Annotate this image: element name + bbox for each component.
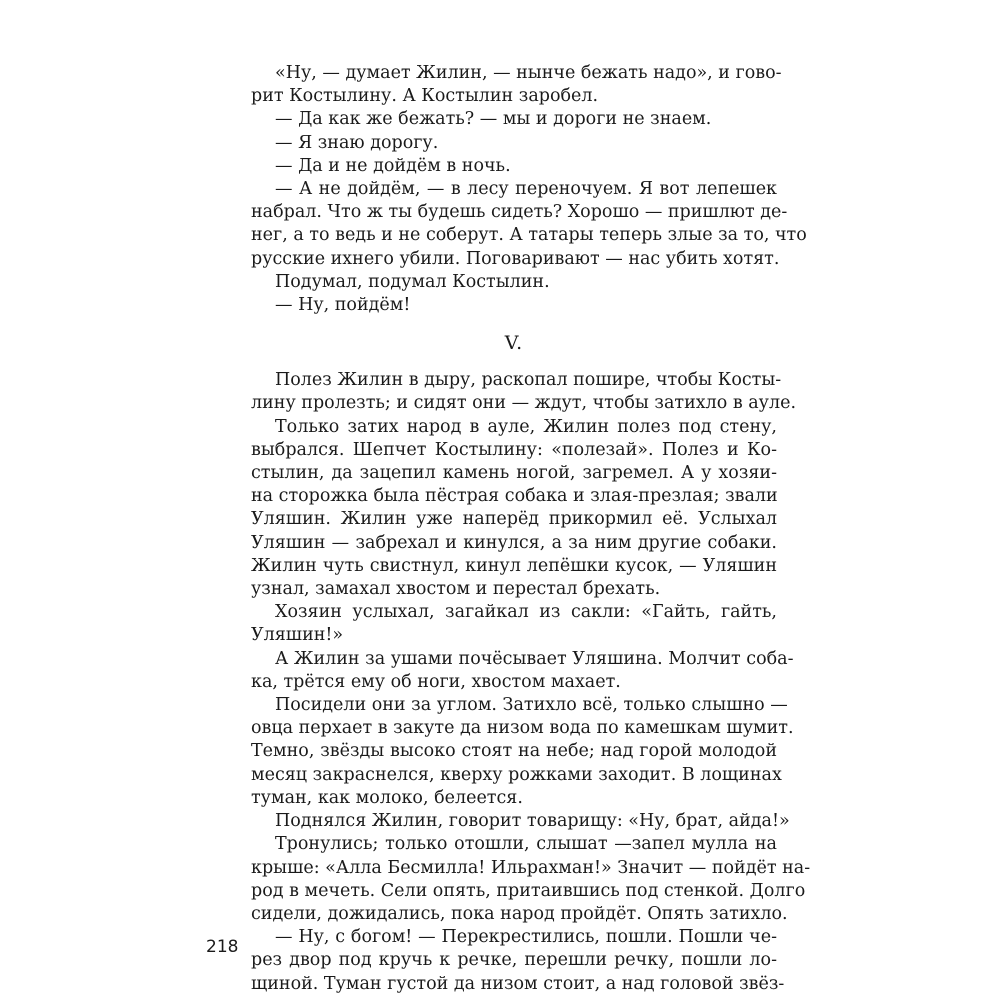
paragraph <box>251 416 777 602</box>
text-line: узнал, замахал хвостом и перестал брехать. <box>251 579 661 600</box>
text-line: Полез Жилин в дыру, раскопал пошире, чтобы Косты- <box>275 370 782 391</box>
text-line: на сторожка была пёстрая собака и злая-презлая; звали <box>251 486 778 507</box>
text-line: лину пролезть; и сидят они — ждут, чтобы затихло в ауле. <box>251 393 797 414</box>
text-line: стылин, да зацепил камень ногой, загремел. А у хозяи- <box>251 463 777 484</box>
text-line: крыше: «Алла Бесмилла! Ильрахман!» Значит — пойдёт на- <box>251 857 811 878</box>
paragraph <box>251 369 797 415</box>
text-line: Хозяин услыхал, загайкал из сакли: «Гайть, гайть, <box>275 602 777 623</box>
text-line: род в мечеть. Сели опять, притаившись под стенкой. Долго <box>251 880 806 901</box>
chapter-heading: V. <box>504 332 524 355</box>
paragraph <box>251 694 794 810</box>
paragraphs-before-chapter <box>251 62 807 317</box>
text-line: сидели, дожидались, пока народ пройдёт. Опять затихло. <box>251 903 788 924</box>
text-line: Подумал, подумал Костылин. <box>275 271 550 292</box>
paragraph <box>251 62 782 108</box>
paragraph <box>251 926 785 996</box>
text-block <box>251 62 811 996</box>
text-line: туман, как молоко, белеется. <box>251 787 523 808</box>
text-line: щиной. Туман густой да низом стоит, а над головой звёз- <box>251 973 785 994</box>
text-line: рез двор под кручь к речке, перешли речку, пошли ло- <box>251 950 777 971</box>
text-line: месяц закраснелся, кверху рожками заходит. В лощинах <box>251 764 782 785</box>
text-line: — Ну, с богом! — Перекрестились, пошли. Пошли че- <box>275 927 777 948</box>
text-line: Поднялся Жилин, говорит товарищу: «Ну, брат, айда!» <box>275 811 790 832</box>
paragraphs-after-chapter <box>251 369 811 995</box>
text-line: рит Костылину. А Костылин заробел. <box>251 86 599 107</box>
text-line: Уляшин — забрехал и кинулся, а за ним другие собаки. <box>251 532 777 553</box>
text-line: — Я знаю дорогу. <box>275 132 439 153</box>
text-line: русские ихнего убили. Поговаривают — нас убить хотят. <box>251 248 780 269</box>
paragraph <box>251 155 777 178</box>
paragraph <box>251 810 790 833</box>
text-line: набрал. Что ж ты будешь сидеть? Хорошо — пришлют де- <box>251 202 788 223</box>
text-line: Темно, звёзды высоко стоят на небе; над горой молодой <box>251 741 777 762</box>
text-line: — Да как же бежать? — мы и дороги не знаем. <box>275 109 712 130</box>
paragraph <box>251 601 777 647</box>
paragraph <box>251 132 777 155</box>
text-line: овца перхает в закуте да низом вода по камешкам шумит. <box>251 718 794 739</box>
text-line: — Ну, пойдём! <box>275 295 411 316</box>
text-line: «Ну, — думает Жилин, — нынче бежать надо», и гово- <box>275 63 782 83</box>
text-line: А Жилин за ушами почёсывает Уляшина. Молчит соба- <box>275 648 794 669</box>
paragraph <box>251 833 811 926</box>
text-line: Посидели они за углом. Затихло всё, только слышно — <box>275 695 788 716</box>
text-line: Уляшин. Жилин уже наперёд прикормил её. Услыхал <box>251 509 777 530</box>
paragraph <box>251 178 807 271</box>
text-line: ка, трётся ему об ноги, хвостом махает. <box>251 671 621 692</box>
text-line: Жилин чуть свистнул, кинул лепёшки кусок, — Уляшин <box>251 555 777 576</box>
text-line: Уляшин!» <box>251 625 344 646</box>
paragraph <box>251 271 777 294</box>
page-number: 218 <box>206 937 239 957</box>
text-line: нег, а то ведь и не соберут. А татары теперь злые за то, что <box>251 225 807 246</box>
paragraph <box>251 294 777 317</box>
text-line: — Да и не дойдём в ночь. <box>275 155 511 176</box>
text-line: выбрался. Шепчет Костылину: «полезай». Полез и Ко- <box>251 439 777 460</box>
text-line: — А не дойдём, — в лесу переночуем. Я вот лепешек <box>275 179 777 200</box>
text-line: Только затих народ в ауле, Жилин полез под стену, <box>275 416 777 437</box>
paragraph <box>251 108 777 131</box>
paragraph <box>251 648 794 694</box>
text-line: Тронулись; только отошли, слышат —запел мулла на <box>275 834 777 855</box>
